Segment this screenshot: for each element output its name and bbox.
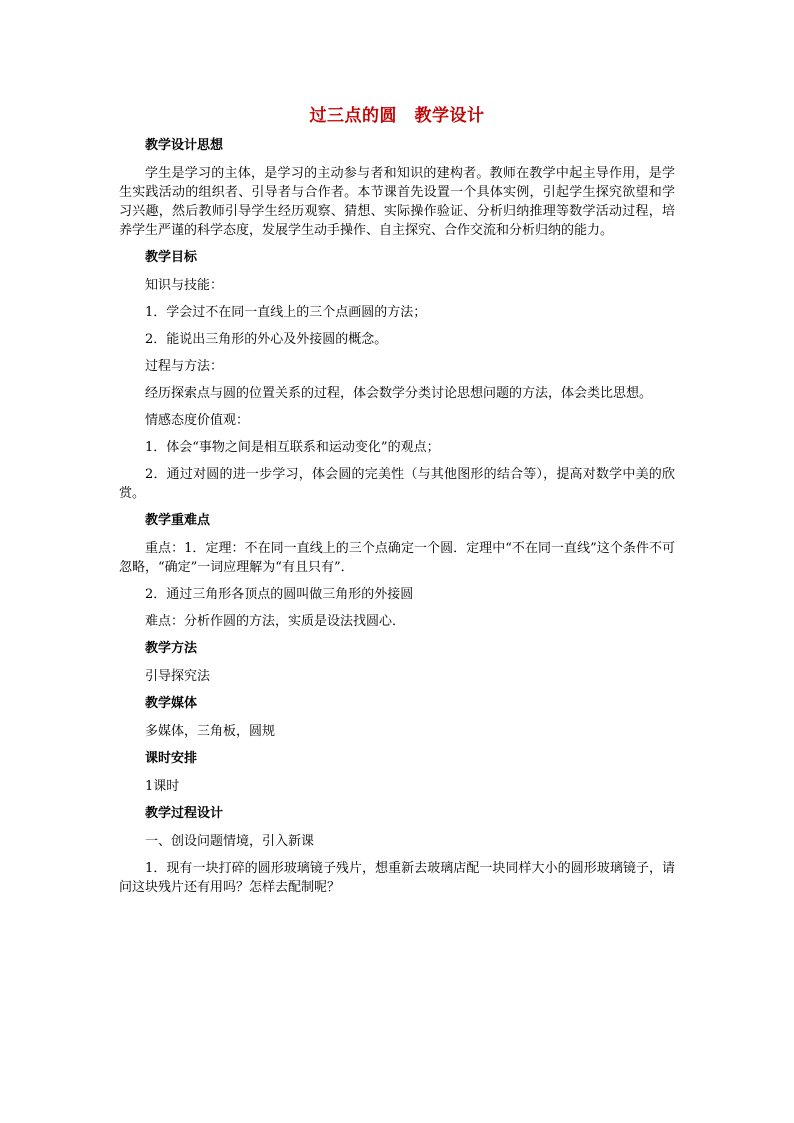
item-key-1: 重点：1．定理：不在同一直线上的三个点确定一个圆．定理中“不在同一直线”这个条件不可忽略，“确定”一词应理解为“有且只有”． (119, 541, 675, 575)
paragraph-design-idea: 学生是学习的主体，是学习的主动参与者和知识的建构者。教师在教学中起主导作用，是学生实践活动的组织者、引导者与合作者。本节课首先设置一个具体实例，引起学生探究欲望和学习兴趣，然后教师引导学生经历观察、猜想、实际操作验证、分析归纳推理等数学活动过程，培养学生严谨的科学态度，发展学生动手操作、自主探究、合作交流和分析归纳的能力。 (119, 166, 675, 238)
item-step-1: 一、创设问题情境，引入新课 (145, 834, 315, 849)
heading-process: 教学过程设计 (145, 806, 224, 821)
item-knowledge-1: 1．学会过不在同一直线上的三个点画圆的方法； (145, 305, 427, 320)
label-knowledge: 知识与技能： (145, 278, 224, 293)
heading-design-idea: 教学设计思想 (145, 138, 224, 153)
item-emotion-1: 1．体会“事物之间是相互联系和运动变化”的观点； (145, 440, 440, 455)
paragraph-media: 多媒体，三角板，圆规 (145, 724, 276, 739)
heading-method: 教学方法 (145, 641, 198, 656)
label-emotion: 情感态度价值观： (145, 413, 250, 428)
document-page (119, 104, 675, 905)
heading-objectives: 教学目标 (145, 250, 198, 265)
heading-key-points: 教学重难点 (145, 513, 211, 528)
item-difficulty: 难点：分析作圆的方法，实质是设法找圆心． (145, 614, 406, 629)
heading-schedule: 课时安排 (145, 751, 198, 766)
item-process-1: 经历探索点与圆的位置关系的过程，体会数学分类讨论思想问题的方法，体会类比思想。 (145, 386, 653, 401)
item-knowledge-2: 2．能说出三角形的外心及外接圆的概念。 (145, 332, 388, 347)
label-process: 过程与方法： (145, 359, 224, 374)
item-key-2: 2．通过三角形各顶点的圆叫做三角形的外接圆 (145, 587, 414, 602)
paragraph-schedule: 1课时 (145, 779, 180, 794)
paragraph-method: 引导探究法 (145, 669, 211, 684)
item-step-1-1: 1．现有一块打碎的圆形玻璃镜子残片，想重新去玻璃店配一块同样大小的圆形玻璃镜子，请问这块残片还有用吗？怎样去配制呢？ (119, 861, 675, 895)
page-title: 过三点的圆 教学设计 (309, 106, 485, 126)
heading-media: 教学媒体 (145, 696, 198, 711)
item-emotion-2: 2．通过对圆的进一步学习，体会圆的完美性（与其他图形的结合等），提高对数学中美的欣赏。 (119, 467, 675, 501)
